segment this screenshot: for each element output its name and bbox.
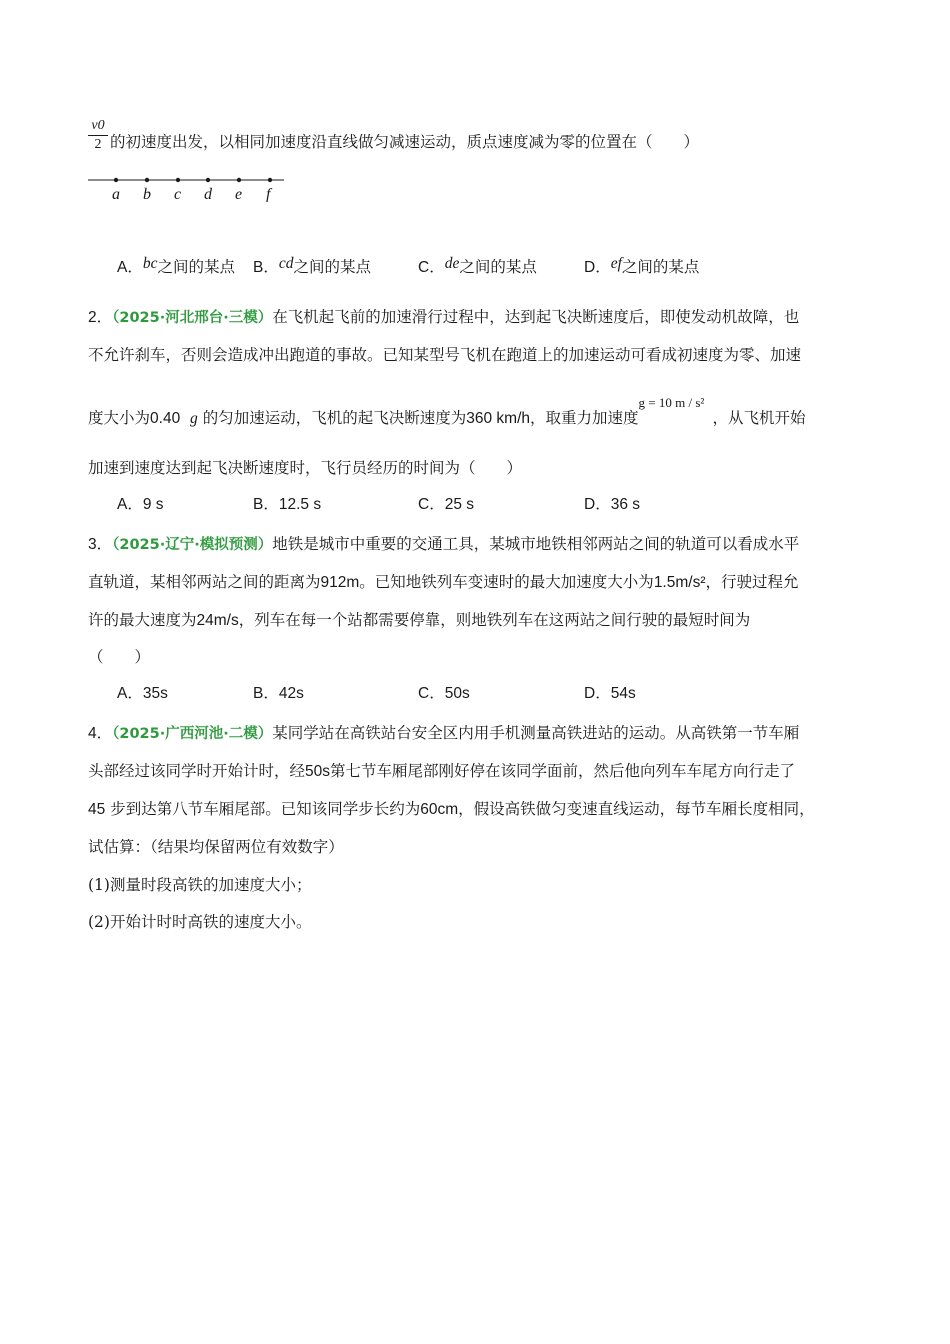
q2-option-a[interactable]: A．9 s: [117, 496, 164, 513]
option-c-var: de: [444, 255, 460, 272]
option-b-var: cd: [278, 255, 294, 272]
q3-option-d[interactable]: D．54s: [584, 685, 636, 702]
q2-line-3: 度大小为0.40 g 的匀加速运动，飞机的起飞决断速度为360 km/h，取重力加速度g = 10 m / s²，从飞机开始: [88, 407, 806, 430]
point-d-dot: [206, 178, 210, 182]
q3-line-3: 许的最大速度为24m/s，列车在每一个站都需要停靠，则地铁列车在这两站之间行驶的最短时间为: [88, 611, 751, 629]
q2-line-2: 不允许刹车，否则会造成冲出跑道的事故。已知某型号飞机在跑道上的加速运动可看成初速度为零、加速: [88, 346, 802, 364]
q1-option-a[interactable]: A．bc之间的某点: [117, 255, 235, 276]
q2-line-4: 加速到速度达到起飞决断速度时，飞行员经历的时间为（ ）: [88, 459, 523, 477]
q3-line-1: 3．（2025·辽宁·模拟预测）地铁是城市中重要的交通工具，某城市地铁相邻两站之间的轨道可以看成水平: [88, 535, 800, 553]
q4-line-4: 试估算：（结果均保留两位有效数字）: [88, 838, 344, 856]
q3-line-2: 直轨道，某相邻两站之间的距离为912m。已知地铁列车变速时的最大加速度大小为1.5m/s²，行驶过程允: [88, 573, 799, 591]
option-d-var: ef: [610, 255, 622, 272]
q1-option-d[interactable]: D．ef之间的某点: [584, 255, 700, 276]
q1-text: 的初速度出发，以相同加速度沿直线做匀减速运动，质点速度减为零的位置在（ ）: [110, 133, 700, 151]
q2-line-1: 2．（2025·河北邢台·三模）在飞机起飞前的加速滑行过程中，达到起飞决断速度后，即使发动机故障，也: [88, 308, 800, 326]
q4-number: 4．: [88, 725, 113, 742]
points-number-line: [86, 172, 296, 202]
q2-source: （2025·河北邢台·三模）: [112, 310, 273, 326]
point-b-label: b: [143, 186, 151, 202]
q3-option-b[interactable]: B．42s: [253, 685, 304, 702]
q3-option-a[interactable]: A．35s: [117, 685, 168, 702]
q4-source: （2025·广西河池·二模）: [112, 726, 273, 742]
point-c-label: c: [174, 186, 182, 202]
point-a-label: a: [112, 186, 120, 202]
q2-number: 2．: [88, 309, 113, 326]
q4-line-3: 45 步到达第八节车厢尾部。已知该同学步长约为60cm，假设高铁做匀变速直线运动，每节车厢长度相同，: [88, 800, 815, 818]
fraction-numerator: v0: [91, 118, 105, 133]
point-f-dot: [268, 178, 272, 182]
q1-option-c[interactable]: C．de之间的某点: [418, 255, 537, 276]
q2-option-c[interactable]: C．25 s: [418, 496, 475, 513]
q3-source: （2025·辽宁·模拟预测）: [112, 537, 273, 553]
initial-velocity-fraction: [88, 118, 108, 153]
q4-line-2: 头部经过该同学时开始计时，经50s第七节车厢尾部刚好停在该同学面前，然后他向列车车尾方向行走了: [88, 762, 796, 780]
point-f-label: f: [266, 186, 271, 202]
q2-option-d[interactable]: D．36 s: [584, 496, 641, 513]
point-d-label: d: [204, 186, 212, 202]
q4-line-1: 4．（2025·广西河池·二模）某同学站在高铁站台安全区内用手机测量高铁进站的运动。从高铁第一节车厢: [88, 724, 800, 742]
point-c-dot: [176, 178, 180, 182]
option-a-var: bc: [142, 255, 158, 272]
q4-sub-question-1: (1)测量时段高铁的加速度大小；: [88, 876, 312, 894]
q3-line-4: （ ）: [88, 648, 151, 666]
q3-option-c[interactable]: C．50s: [418, 685, 470, 702]
point-a-dot: [114, 178, 118, 182]
gravity-formula: g = 10 m / s²: [638, 395, 705, 410]
point-e-dot: [237, 178, 241, 182]
fraction-denominator: 2: [94, 137, 102, 152]
q2-option-b[interactable]: B．12.5 s: [253, 496, 322, 513]
q3-number: 3．: [88, 536, 113, 553]
point-e-label: e: [235, 186, 243, 202]
q1-option-b[interactable]: B．cd之间的某点: [253, 255, 371, 276]
q4-sub-question-2: (2)开始计时时高铁的速度大小。: [88, 913, 312, 931]
fraction-bar: [88, 135, 108, 136]
point-b-dot: [145, 178, 149, 182]
